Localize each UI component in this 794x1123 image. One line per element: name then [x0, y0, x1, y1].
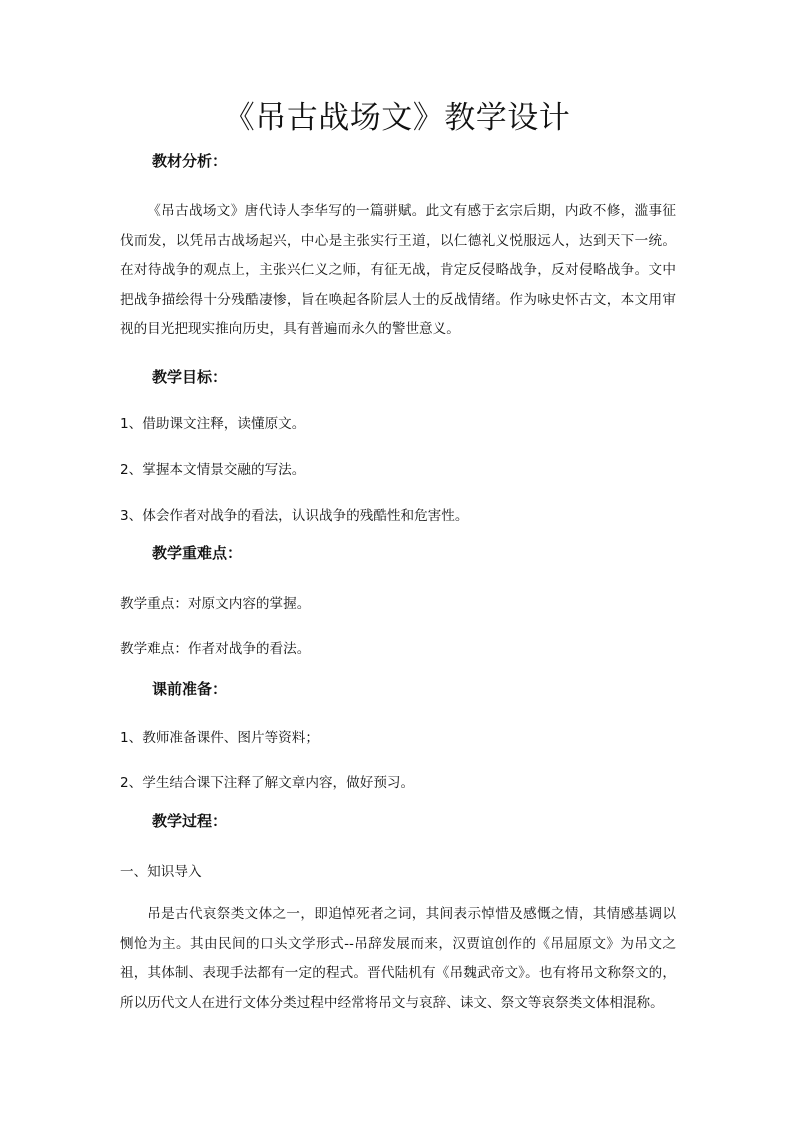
preparation-heading: 课前准备：: [152, 680, 228, 698]
goal-item-2: 2、掌握本文情景交融的写法。: [120, 462, 306, 478]
analysis-heading: 教材分析：: [152, 152, 228, 170]
goal-item-1: 1、借助课文注释，读懂原文。: [120, 416, 306, 432]
teaching-focus: 教学重点：对原文内容的掌握。: [120, 596, 311, 612]
preparation-item-2: 2、学生结合课下注释了解文章内容，做好预习。: [120, 775, 415, 791]
key-points-heading: 教学重难点：: [152, 544, 243, 562]
process-paragraph: 吊是古代哀祭类文体之一，即追悼死者之词，其间表示悼惜及感慨之情，其情感基调以恻怆为主。其由民间的口头文学形式--吊辞发展而来，汉贾谊创作的《吊屈原文》为吊文之祖，其体制、表现手法都有一定的程式。晋代陆机有《吊魏武帝文》。也有将吊文称祭文的，所以历代文人在进行文体分类过程中经常将吊文与哀辞、诔文、祭文等哀祭类文体相混称。: [120, 906, 676, 1011]
process-section-1: 一、知识导入: [120, 864, 202, 880]
analysis-paragraph: 《吊古战场文》唐代诗人李华写的一篇骈赋。此文有感于玄宗后期，内政不修，滥事征伐而发，以凭吊古战场起兴，中心是主张实行王道，以仁德礼义悦服远人，达到天下一统。在对待战争的观点上，主张兴仁义之师，有征无战，肯定反侵略战争，反对侵略战争。文中把战争描绘得十分残酷凄惨，旨在唤起各阶层人士的反战情绪。作为咏史怀古文，本文用审视的目光把现实推向历史，具有普遍而永久的警世意义。: [120, 203, 676, 337]
teaching-difficulty: 教学难点：作者对战争的看法。: [120, 641, 311, 657]
goal-item-3: 3、体会作者对战争的看法，认识战争的残酷性和危害性。: [120, 508, 469, 524]
document-title: 《吊古战场文》教学设计: [223, 100, 571, 136]
preparation-item-1: 1、教师准备课件、图片等资料；: [120, 730, 319, 746]
process-heading: 教学过程：: [152, 812, 228, 830]
goals-heading: 教学目标：: [152, 368, 228, 386]
